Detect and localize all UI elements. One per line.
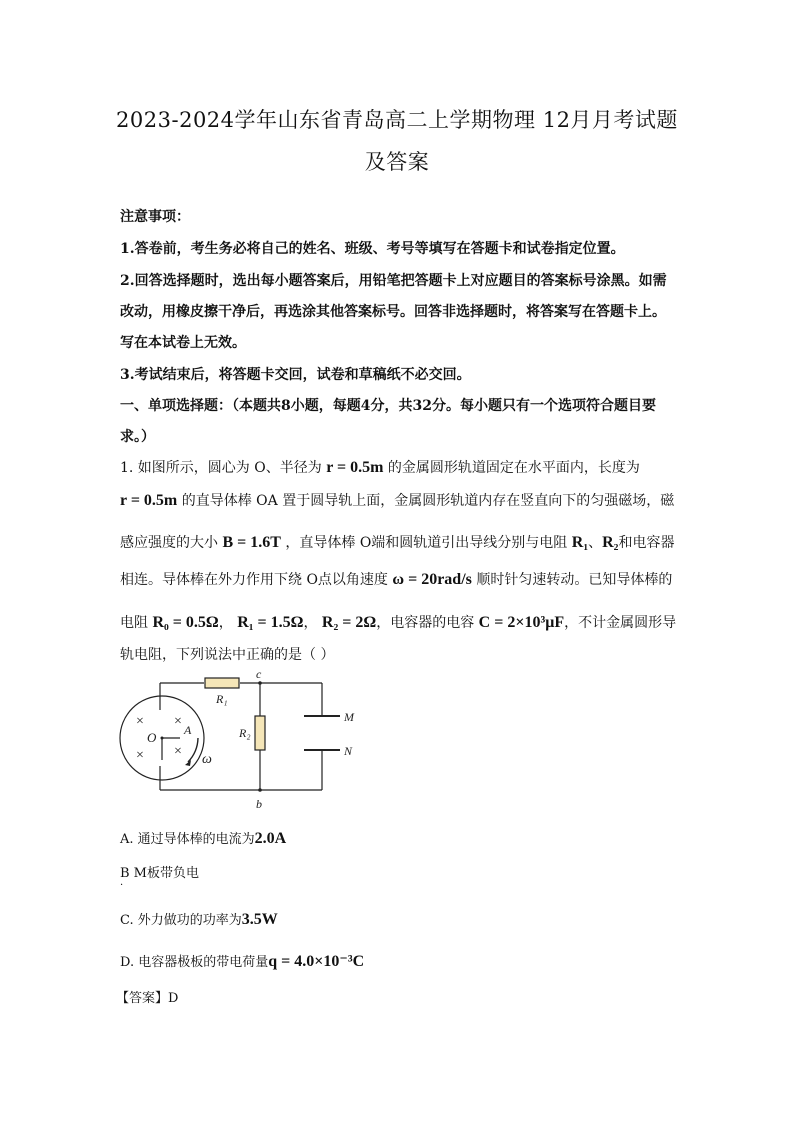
q1-omega-formula: ω = 20rad/s — [392, 571, 472, 588]
rotation-arrow — [188, 738, 198, 762]
q1-r2-formula: R₂ = 2Ω — [321, 614, 377, 631]
notice-heading: 注意事项： — [120, 209, 190, 225]
option-a-text: A. 通过导体棒的电流为 — [120, 832, 255, 847]
option-a — [120, 830, 286, 849]
q1-text: 电阻 — [120, 615, 148, 631]
page-title-line1: 2023-2024学年山东省青岛高二上学期物理 12月月考试题 — [116, 108, 678, 132]
q1-r1-formula: R₁ = 1.5Ω — [237, 614, 304, 631]
q1-text: 顺时针匀速转动。已知导体棒的 — [476, 572, 673, 588]
question-1-line-6: 轨电阻，下列说法中正确的是（ ） — [120, 647, 335, 663]
q1-text: 的直导体棒 OA 置于圆导轨上面，金属圆形轨道内存在竖直向下的匀强磁场，磁 — [181, 493, 675, 509]
section-heading-cont: 求。） — [120, 429, 155, 445]
question-1-line-1 — [120, 459, 640, 477]
page-title-line2: 及答案 — [364, 150, 430, 174]
answer-line: 【答案】D — [116, 991, 179, 1006]
option-c — [120, 911, 278, 930]
notice-item-1: 1.答卷前，考生务必将自己的姓名、班级、考号等填写在答题卡和试卷指定位置。 — [120, 241, 625, 257]
option-d — [120, 953, 364, 972]
label-o: O — [147, 730, 157, 745]
q1-text: 的金属圆形轨道固定在水平面内，长度为 — [387, 460, 640, 476]
notice-item-3: 3.考试结束后，将答题卡交回，试卷和草稿纸不必交回。 — [120, 367, 471, 383]
question-1-line-2 — [120, 492, 674, 510]
option-b-dot: · — [120, 880, 124, 891]
q1-text: 1. 如图所示，圆心为 O、半径为 — [120, 460, 322, 476]
question-1-line-5 — [120, 614, 676, 632]
q1-text: ， — [218, 615, 233, 631]
field-cross-mark: × — [136, 714, 144, 729]
q1-r0-formula: R₀ = 0.5Ω — [152, 614, 219, 631]
q1-text: ，直导体棒 O端和圆轨道引出导线分别与电阻 — [285, 535, 568, 551]
field-cross-mark: × — [136, 748, 144, 763]
field-cross-mark: × — [174, 714, 182, 729]
question-1-line-4 — [120, 571, 672, 589]
option-c-text: C. 外力做功的功率为 — [120, 913, 242, 928]
resistor-r1 — [205, 678, 239, 688]
option-d-value: q = 4.0×10⁻³C — [268, 953, 365, 970]
q1-text: 相连。导体棒在外力作用下绕 O点以角速度 — [120, 572, 388, 588]
q1-capacitance-formula: C = 2×10³μF — [478, 614, 565, 631]
section-heading: 一、单项选择题：（本题共8小题，每题4分，共32分。每小题只有一个选项符合题目要 — [120, 398, 656, 414]
question-1-line-3 — [120, 534, 674, 552]
q1-length-formula: r = 0.5m — [120, 492, 178, 509]
option-d-text: D. 电容器极板的带电荷量 — [120, 955, 269, 970]
center-o-dot — [161, 737, 164, 740]
notice-item-2-cont: 改动，用橡皮擦干净后，再选涂其他答案标号。回答非选择题时，将答案写在答题卡上。 — [120, 304, 666, 320]
label-r2: R₂ — [239, 726, 251, 740]
q1-r2-symbol: R₂ — [602, 534, 619, 551]
junction-c — [258, 681, 262, 685]
option-a-value: 2.0A — [254, 830, 287, 847]
q1-r1-symbol: R₁ — [571, 534, 589, 551]
q1-field-formula: B = 1.6T — [222, 534, 281, 551]
option-c-value: 3.5W — [241, 911, 278, 928]
label-b: b — [256, 797, 262, 811]
q1-text: ， — [303, 615, 318, 631]
q1-text: ，不计金属圆形导 — [564, 615, 677, 631]
label-a: A — [184, 723, 192, 737]
option-b — [120, 865, 199, 883]
label-r1: R₁ — [216, 692, 228, 706]
label-n: N — [344, 744, 353, 758]
label-m: M — [344, 710, 354, 724]
rotation-arrow-head — [185, 760, 191, 766]
label-omega: ω — [202, 752, 212, 767]
junction-b — [258, 788, 262, 792]
q1-text: 和电容器 — [618, 535, 675, 551]
field-cross-mark: × — [174, 744, 182, 759]
label-c: c — [256, 668, 262, 681]
q1-text: 感应强度的大小 — [120, 535, 218, 551]
resistor-r2 — [255, 716, 265, 750]
q1-text: ，电容器的电容 — [376, 615, 475, 631]
option-b-text: B M板带负电 — [120, 866, 199, 881]
notice-item-2-cont2: 写在本试卷上无效。 — [120, 335, 246, 351]
q1-text: 、 — [588, 535, 603, 551]
circuit-diagram — [112, 668, 362, 816]
notice-item-2: 2.回答选择题时，选出每小题答案后，用铅笔把答题卡上对应题目的答案标号涂黑。如需 — [120, 273, 667, 289]
q1-radius-formula: r = 0.5m — [326, 459, 384, 476]
